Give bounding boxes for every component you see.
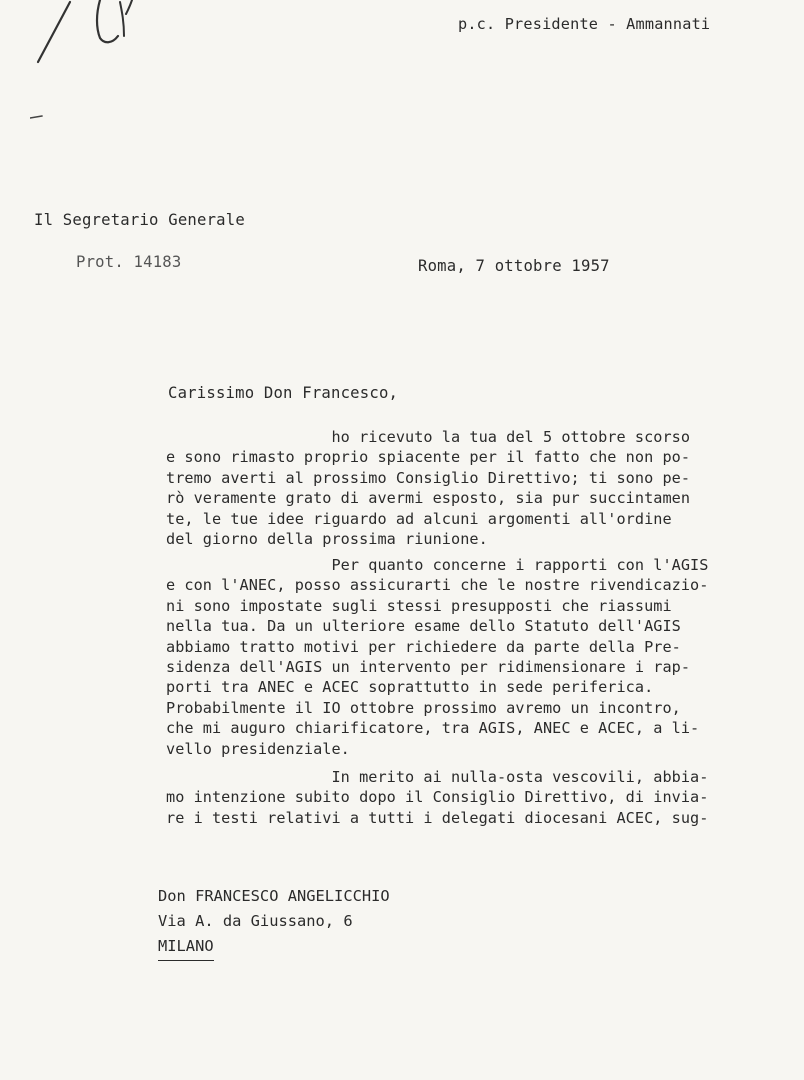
- addressee-street: Via A. da Giussano, 6: [158, 912, 353, 930]
- paragraph-3: [166, 767, 776, 828]
- text-line: mo intenzione subito dopo il Consiglio Direttivo, di invia-: [166, 788, 709, 807]
- text-line: che mi auguro chiarificatore, tra AGIS, ANEC e ACEC, a li-: [166, 719, 700, 738]
- text-line: nella tua. Da un ulteriore esame dello Statuto dell'AGIS: [166, 617, 681, 636]
- sender-title: Il Segretario Generale: [34, 211, 245, 229]
- text-line: Per quanto concerne i rapporti con l'AGIS: [166, 556, 709, 574]
- cc-note: p.c. Presidente - Ammannati: [458, 15, 711, 33]
- text-line: sidenza dell'AGIS un intervento per ridimensionare i rap-: [166, 658, 691, 677]
- text-line: ni sono impostate sugli stessi presupposti che riassumi: [166, 596, 672, 615]
- paragraph-2: [166, 555, 776, 759]
- handwritten-mark-icon: [30, 0, 150, 130]
- text-line: tremo averti al prossimo Consiglio Direttivo; ti sono pe-: [166, 468, 691, 487]
- text-line: vello presidenziale.: [166, 739, 350, 758]
- paragraph-1: [166, 427, 776, 549]
- text-line: e con l'ANEC, posso assicurarti che le nostre rivendicazio-: [166, 576, 709, 595]
- text-line: Probabilmente il IO ottobre prossimo avremo un incontro,: [166, 698, 681, 717]
- addressee-block: [158, 884, 390, 961]
- text-line: re i testi relativi a tutti i delegati diocesani ACEC, sug-: [166, 808, 709, 827]
- text-line: In merito ai nulla-osta vescovili, abbia-: [166, 768, 709, 786]
- protocol-number: Prot. 14183: [76, 253, 182, 271]
- text-line: te, le tue idee riguardo ad alcuni argomenti all'ordine: [166, 509, 672, 528]
- text-line: del giorno della prossima riunione.: [166, 530, 488, 549]
- text-line: ho ricevuto la tua del 5 ottobre scorso: [166, 428, 691, 446]
- text-line: e sono rimasto proprio spiacente per il fatto che non po-: [166, 448, 691, 467]
- text-line: porti tra ANEC e ACEC soprattutto in sede periferica.: [166, 678, 654, 697]
- text-line: abbiamo tratto motivi per richiedere da parte della Pre-: [166, 637, 681, 656]
- addressee-city: MILANO: [158, 934, 214, 961]
- text-line: rò veramente grato di avermi esposto, sia pur succintamen: [166, 489, 691, 508]
- letter-date: Roma, 7 ottobre 1957: [418, 257, 610, 275]
- salutation: Carissimo Don Francesco,: [168, 384, 399, 402]
- addressee-name: Don FRANCESCO ANGELICCHIO: [158, 887, 390, 905]
